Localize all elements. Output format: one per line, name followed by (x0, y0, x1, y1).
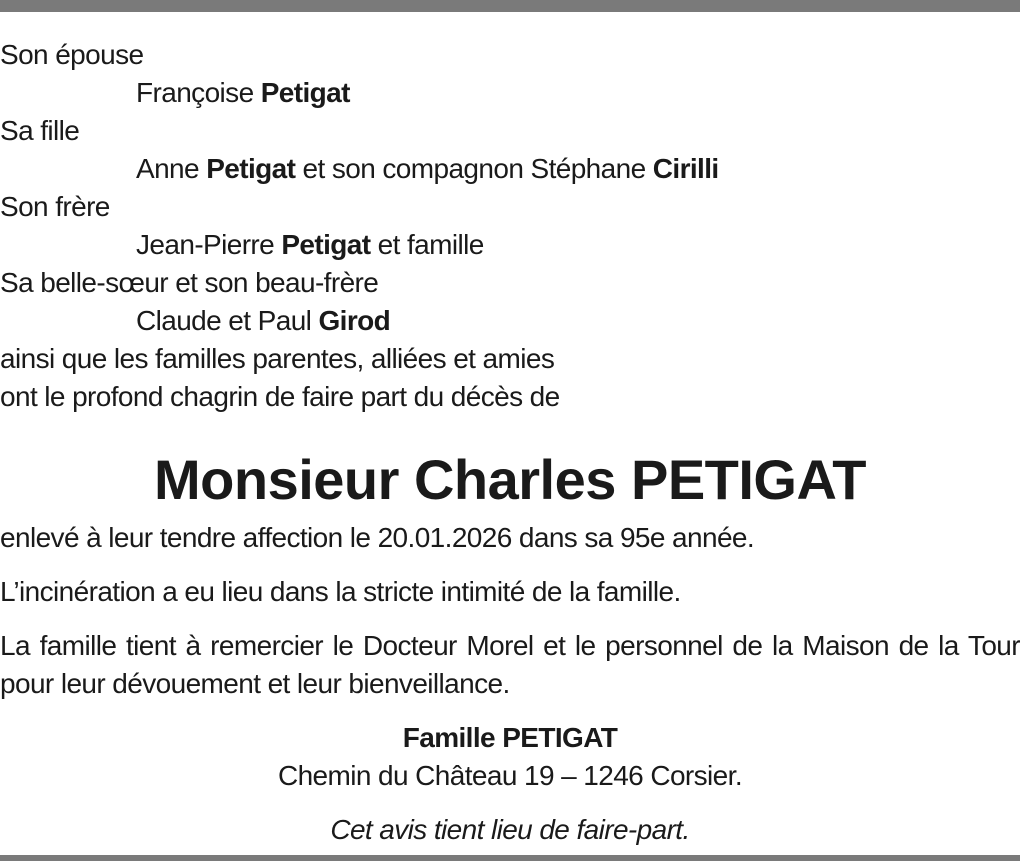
relation-label-spouse: Son épouse (0, 39, 144, 70)
relative-companion-last-name: Cirilli (652, 153, 719, 184)
relative-spouse (0, 74, 1020, 112)
relative-last-name: Petigat (206, 153, 296, 184)
relative-suffix: et famille (370, 229, 484, 260)
address: Chemin du Château 19 – 1246 Corsier. (277, 760, 743, 791)
relative-companion-text: et son compagnon Stéphane (295, 153, 653, 184)
thanks-paragraph: La famille tient à remercier le Docteur Morel et le personnel de la Maison de la Tour pour leur dévouement et leur bienveillance. (0, 630, 1020, 699)
death-date-line: enlevé à leur tendre affection le 20.01.2026 dans sa 95e année. (0, 522, 755, 553)
bottom-divider (0, 855, 1020, 861)
families-line: ainsi que les familles parentes, alliées et amies (0, 343, 555, 374)
relative-first-name: Claude et Paul (136, 305, 319, 336)
relative-daughter (0, 150, 1020, 188)
obituary-notice (0, 36, 1020, 849)
closing-line: Cet avis tient lieu de faire-part. (330, 814, 690, 845)
cremation-line: L’incinération a eu lieu dans la stricte intimité de la famille. (0, 576, 681, 607)
relation-label-daughter: Sa fille (0, 115, 80, 146)
relation-label-in-laws: Sa belle-sœur et son beau-frère (0, 267, 379, 298)
relative-first-name: Françoise (136, 77, 261, 108)
announcement-line: ont le profond chagrin de faire part du décès de (0, 381, 560, 412)
relative-first-name: Anne (136, 153, 207, 184)
deceased-name: Monsieur Charles PETIGAT (154, 448, 866, 511)
relative-first-name: Jean-Pierre (136, 229, 282, 260)
relative-last-name: Petigat (281, 229, 371, 260)
relative-last-name: Girod (318, 305, 391, 336)
top-divider (0, 0, 1020, 12)
signature: Famille PETIGAT (402, 722, 618, 753)
relative-brother (0, 226, 1020, 264)
relative-last-name: Petigat (260, 77, 350, 108)
relation-label-brother: Son frère (0, 191, 110, 222)
relative-in-laws (0, 302, 1020, 340)
